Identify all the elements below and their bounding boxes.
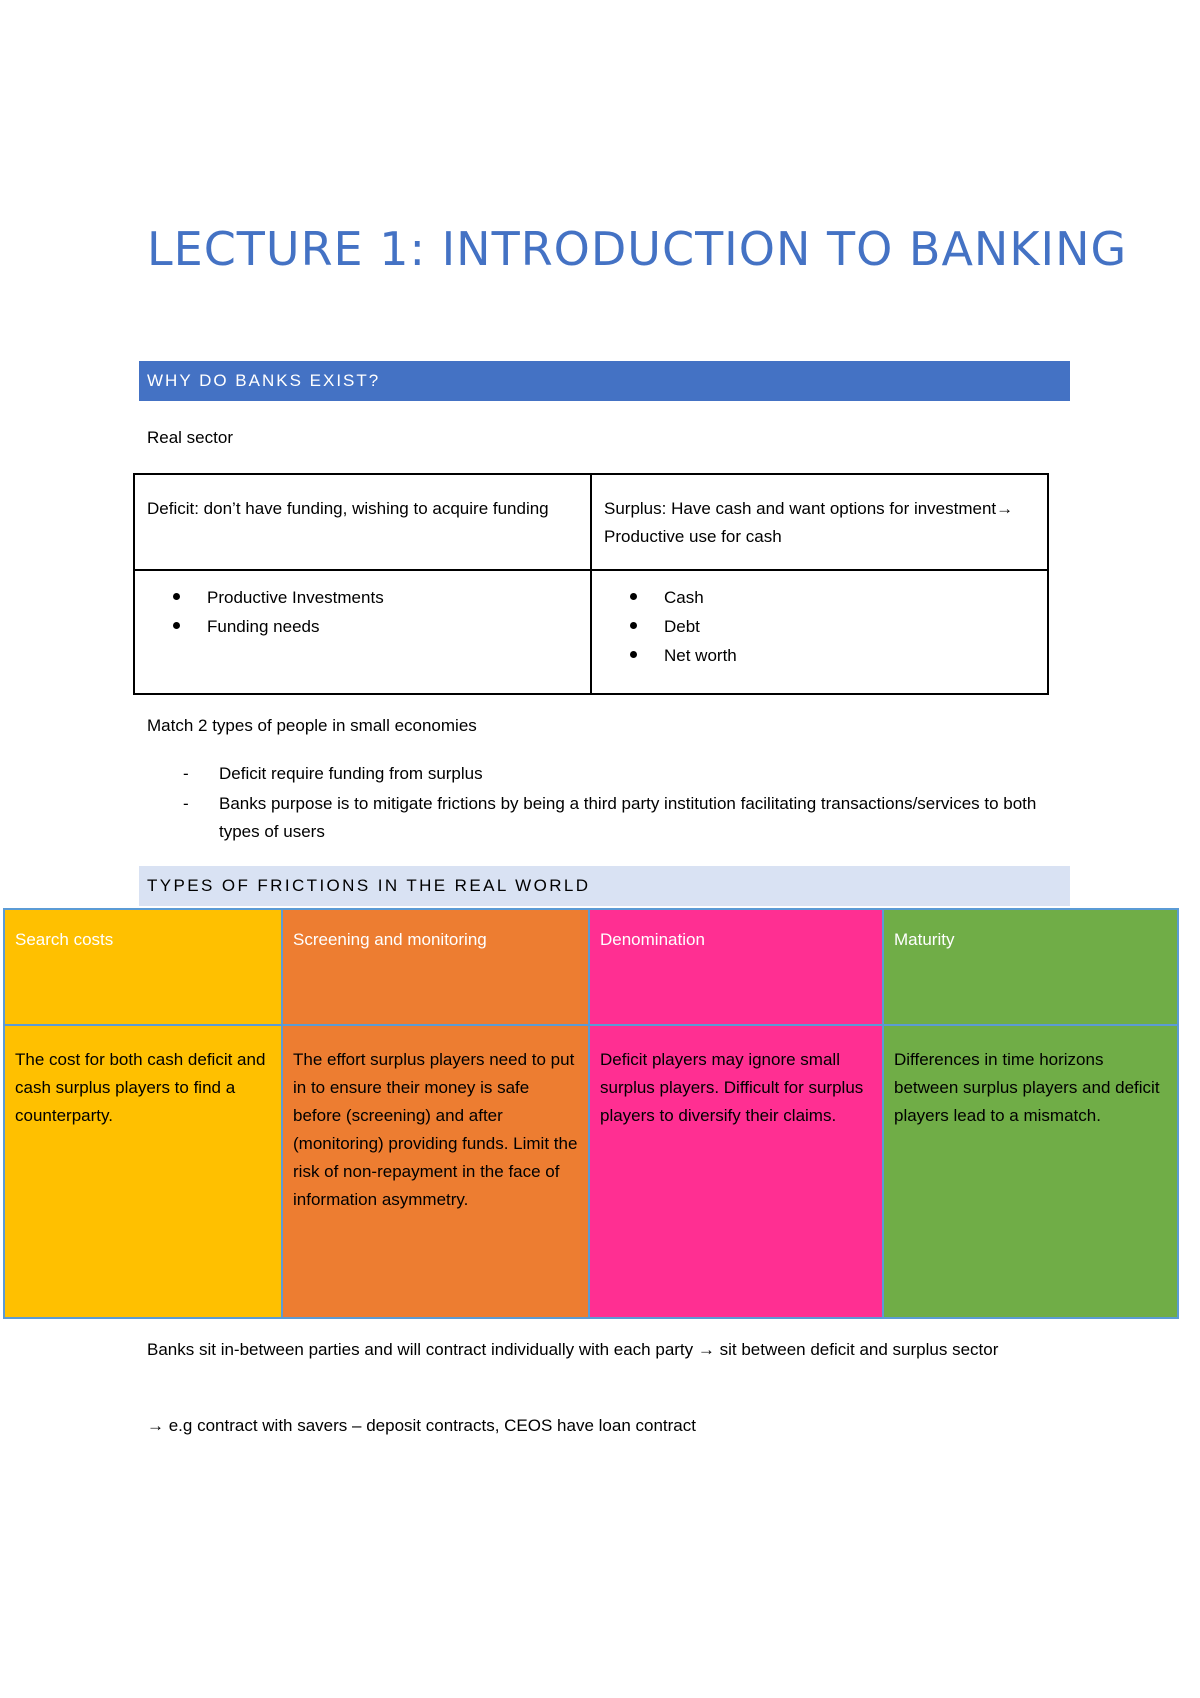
surplus-list (604, 583, 1035, 670)
real-sector-label: Real sector (147, 428, 233, 447)
section-heading-why-banks-exist: WHY DO BANKS EXIST? (139, 361, 1070, 401)
friction-desc: The cost for both cash deficit and cash surplus players to find a counterparty. (15, 1050, 266, 1125)
deficit-header-cell (134, 474, 591, 570)
example-text: → e.g contract with savers – deposit contracts, CEOS have loan contract (147, 1416, 696, 1435)
friction-header-screening (282, 909, 589, 1025)
dash-marker: - (183, 764, 189, 783)
list-item-text: Banks purpose is to mitigate frictions by being a third party institution facilitating transactions/services to both types of users (219, 794, 1037, 841)
friction-desc-screening (282, 1025, 589, 1318)
surplus-header-cell (591, 474, 1048, 570)
friction-desc: Deficit players may ignore small surplus players. Difficult for surplus players to diversify their claims. (600, 1050, 864, 1125)
friction-name: Maturity (894, 930, 955, 949)
match-text: Match 2 types of people in small economies (147, 716, 477, 735)
friction-header-maturity (883, 909, 1178, 1025)
friction-header-denomination (589, 909, 883, 1025)
friction-desc-maturity (883, 1025, 1178, 1318)
friction-desc: Differences in time horizons between surplus players and deficit players lead to a mismatch. (894, 1050, 1160, 1125)
list-item (147, 790, 1067, 846)
surplus-list-cell (591, 570, 1048, 694)
list-item: Productive Investments (207, 583, 578, 612)
list-item (147, 760, 1067, 788)
dash-list (147, 760, 1067, 846)
friction-header-search-costs (4, 909, 282, 1025)
friction-desc: The effort surplus players need to put in to ensure their money is safe before (screening) and after (monitoring) providing funds. Limit the risk of non-repayment in the face of information asymmetry. (293, 1050, 578, 1209)
list-item: Net worth (664, 641, 1035, 670)
friction-desc-search-costs (4, 1025, 282, 1318)
friction-name: Search costs (15, 930, 114, 949)
page-title: LECTURE 1: INTRODUCTION TO BANKING (147, 222, 1128, 276)
list-item: Cash (664, 583, 1035, 612)
list-item-text: Deficit require funding from surplus (219, 764, 483, 783)
surplus-header: Surplus: Have cash and want options for investment→ Productive use for cash (604, 499, 1014, 546)
frictions-table (3, 908, 1179, 1319)
banks-sit-text: Banks sit in-between parties and will contract individually with each party → sit between deficit and surplus sector (147, 1340, 999, 1359)
deficit-list (147, 583, 578, 641)
dash-marker: - (183, 794, 189, 813)
friction-desc-denomination (589, 1025, 883, 1318)
friction-name: Screening and monitoring (293, 930, 487, 949)
sector-table (133, 473, 1049, 695)
section-heading-frictions: TYPES OF FRICTIONS IN THE REAL WORLD (139, 866, 1070, 906)
deficit-header: Deficit: don’t have funding, wishing to acquire funding (147, 499, 549, 518)
list-item: Funding needs (207, 612, 578, 641)
list-item: Debt (664, 612, 1035, 641)
deficit-list-cell (134, 570, 591, 694)
friction-name: Denomination (600, 930, 705, 949)
